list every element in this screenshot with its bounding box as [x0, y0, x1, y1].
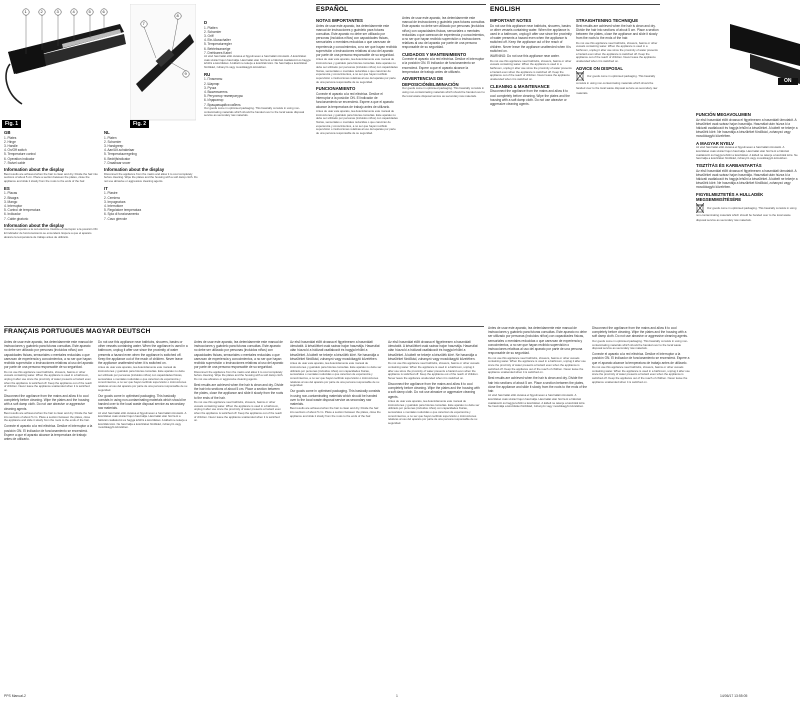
list-item: 2. Scharnier: [104, 139, 122, 144]
gb-parts-list: [4, 136, 100, 165]
de2-text-4: Do not use this appliance near bathtubs, showers, basins or other vessels containing water. When the appliance is used in a bathroom, unplug it after use since the proximity of water presents a hazard even when the appliance is switched off. Keep the appliance out of the reach of children. Never leave the appliance unattended when it is switched on.: [592, 364, 690, 384]
list-item: 4. Ein-/Ausschalter: [204, 38, 231, 43]
funcionamiento-text-2: Antes de usar este aparato, lea detenidamente este manual de instrucciones y guárdelo para futuras consultas. Este aparato no debe ser utilizado por personas (incluidos niños) con capacidades físicas, sensoriales o mentales reducidas o que carezcan de experiencia y conocimientos, a no ser que hayan recibido supervisión o instrucciones relativas al uso del aparato por parte de una persona responsable de su seguridad.: [316, 108, 398, 136]
espanol-col2-text: Antes de usar este aparato, lea detenidamente este manual de instrucciones y guárdelo para futuras consultas. Este aparato no debe ser utilizado por personas (incluidos niños) con capacidades físicas, sensoriales o mentales reducidas o que carezcan de experiencia y conocimientos, a no ser que hayan recibido supervisión o instrucciones relativas al uso del aparato por parte de una persona responsable de su seguridad.: [402, 16, 486, 50]
list-item: 3. Impugnatura: [104, 199, 126, 204]
tisztitas-title: TISZTÍTÁS ÉS KARBANTARTÁS: [696, 163, 762, 169]
funcionamiento-text: Conecte el aparato a la red eléctrica. Deslice el interruptor a la posición ON. El indicador de funcionamiento se encenderá. Espere a que el aparato alcance la temperatura de trabajo antes de utilizarlo.: [316, 91, 394, 109]
fr2-text-2: Antes de usar este aparato, lea detenidamente este manual de instrucciones y guárdelo para futuras consultas. Este aparato no debe ser utilizado por personas (incluidos niños) con capacidades físicas, sensoriales o mentales reducidas o que carezcan de experiencia y conocimientos, a no ser que hayan recibido supervisión o instrucciones relativas al uso del aparato por parte de una persona responsable de su seguridad.: [98, 365, 188, 392]
info-display-text-2: Conecte el aparato a la red eléctrica. Deslice el interruptor a la posición ON. El indicador de funcionamiento se encenderá. Espere a que el aparato alcance la temperatura de trabajo antes de utilizarlo.: [4, 227, 99, 239]
display-illustration: [130, 4, 196, 126]
callout-9: 9: [184, 70, 187, 76]
info-display-title-2: Information about the display: [4, 222, 65, 228]
list-item: 1. Platten: [204, 25, 218, 30]
fr-text-2: Do not use this appliance near bathtubs, showers, basins or other vessels containing water. When the appliance is used in a bathroom, unplug it after use since the proximity of water presents a hazard even when the appliance is switched off. Keep the appliance out of the reach of children. Never leave the appliance unattended when it is switched on.: [4, 369, 93, 393]
francais-column-2: [98, 340, 188, 690]
hu-text-2: Do not use this appliance near bathtubs, showers, basins or other vessels containing water. When the appliance is used in a bathroom, unplug it after use since the proximity of water presents a hazard even when the appliance is switched off. Keep the appliance out of the reach of children. Never leave the appliance unattended when it is switched on.: [388, 361, 480, 381]
pt2-text-3: Our goods come in optimised packaging. This basically consists in using non-contaminating materials which should be handed over to the local waste disposal service as secondary raw materials.: [290, 389, 381, 406]
ru-parts-list: [204, 77, 312, 106]
fr-text-5: Conecte el aparato a la red eléctrica. Deslice el interruptor a la posición ON. El indicador de funcionamiento se encenderá. Espere a que el aparato alcance la temperatura de trabajo antes de utilizarlo.: [4, 424, 93, 441]
footer-left: PPS Manual-2: [4, 694, 26, 698]
espanol-title: ESPAÑOL: [316, 6, 349, 13]
list-item: 4. Выключатель: [204, 90, 228, 95]
pt2-text-1: Az első használat előtt olvassa el figyelmesen a használati útmutatót. A készüléket csak száraz hajon használja. Használat után húzza ki a hálózati csatlakozót és hagyja lehűlni a készüléket. A kábelt ne tekerje a készülék köré. Ne használja a készüléket fürdőkád, zuhanyzó vagy mosdókagyló közelében.: [290, 340, 380, 361]
info-display-text: Best results are achieved when the hair is clean and dry. Divide the hair into sections of about 5 cm. Place a section between the plates, close the appliance and slide it slowly from the roots to the ends of the hair.: [4, 171, 98, 184]
list-item: 7. Draaibaar snoer: [104, 160, 131, 165]
disposal-block: [576, 71, 660, 95]
list-item: 6. Spia di funzionamento: [104, 212, 140, 217]
it-parts-list: [104, 191, 200, 220]
de-text-4: Az első használat előtt olvassa el figyelmesen a használati útmutatót. A készüléket csak száraz hajon használja. Használat után húzza ki a hálózati csatlakozót és hagyja lehűlni a készüléket. A kábelt ne tekerje a készülék köré. Ne használja a készüléket fürdőkád, zuhanyzó vagy mosdókagyló közelében.: [488, 393, 586, 409]
espanol-column-1: [316, 16, 398, 316]
portugues-column-2: [290, 340, 382, 690]
pt-text-4: Do not use this appliance near bathtubs, showers, basins or other vessels containing water. When the appliance is used in a bathroom, unplug it after use since the proximity of water presents a hazard even when the appliance is switched off. Keep the appliance out of the reach of children. Never leave the appliance unattended when it is switched on.: [194, 399, 283, 423]
de2-text-3: Conecte el aparato a la red eléctrica. Deslice el interruptor a la posición ON. El indicador de funcionamiento se encenderá. Espere a que el aparato alcance la temperatura de trabajo antes de utilizarlo.: [592, 352, 690, 365]
figure-on-switch: [730, 4, 800, 104]
list-item: 6. Индикатор: [204, 98, 224, 103]
english-header-rule: [490, 4, 660, 5]
figure-2-label: Fig. 2: [130, 120, 149, 128]
bottom-section-rule: [4, 326, 484, 327]
pt2-text-4: Best results are achieved when the hair is clean and dry. Divide the hair into sections of about 5 cm. Place a section between the plates, close the appliance and slide it slowly from the roots to the ends of the hair.: [290, 406, 381, 418]
figure-2: [130, 4, 196, 126]
list-item: 3. Ручка: [204, 85, 217, 90]
list-item: 2. Cerniera: [104, 195, 120, 200]
callout-3: 3: [56, 8, 59, 14]
figure-1-label: Fig. 1: [2, 120, 21, 128]
portugues-column-1: [194, 340, 284, 690]
list-item: 6. Betriebsanzeige: [204, 46, 231, 51]
hu-r-text-2: Az első használat előtt olvassa el figyelmesen a használati útmutatót. A készüléket csak száraz hajon használja. Használat után húzza ki a hálózati csatlakozót és hagyja lehűlni a készüléket. A kábelt ne tekerje a készülék köré. Ne használja a készüléket fürdőkád, zuhanyzó vagy mosdókagyló közelében.: [696, 168, 798, 190]
list-item: 6. Operation indicator: [4, 156, 35, 161]
english-column-1: [490, 16, 572, 316]
list-item: 4. On/Off switch: [4, 148, 27, 153]
ru-title: RU: [204, 71, 211, 77]
de2-text-1: Disconnect the appliance from the mains and allow it to cool completely before cleaning. Wipe the plates and the housing with a soft damp cloth. Do not use abrasive or aggressive cleaning agents.: [592, 326, 688, 339]
list-item: 1. Placas: [4, 191, 18, 196]
list-item: 5. Control de temperatura: [4, 208, 41, 213]
d-title: D: [204, 20, 208, 25]
list-item: 5. Регулятор температуры: [204, 94, 243, 99]
pt-text-3: Best results are achieved when the hair is clean and dry. Divide the hair into sections of about 5 cm. Place a section between the plates, close the appliance and slide it slowly from the roots to the ends of the hair.: [194, 382, 284, 400]
callout-1: 1: [24, 8, 27, 14]
list-item: 3. Handgreep: [104, 144, 124, 148]
list-item: 3. Griff: [204, 34, 214, 38]
list-item: 4. Interruptor: [4, 203, 23, 208]
de2-text-2: Our goods come in optimised packaging. This basically consists in using non-contaminating materials which should be handed over to the local waste disposal service as secondary raw materials.: [592, 338, 688, 351]
list-item: 5. Temperaturregler: [204, 42, 232, 47]
fr-text-3: Disconnect the appliance from the mains and allow it to cool completely before cleaning. Wipe the plates and the housing with a soft damp cloth. Do not use abrasive or aggressive cleaning agents.: [4, 394, 90, 411]
callout-8: 8: [176, 12, 179, 18]
de-text-1: Antes de usar este aparato, lea detenidamente este manual de instrucciones y guárdelo para futuras consultas. Este aparato no debe ser utilizado por personas (incluidos niños) con capacidades físicas, sensoriales o mentales reducidas o que carezcan de experiencia y conocimientos, a no ser que hayan recibido supervisión o instrucciones relativas al uso del aparato por parte de una persona responsable de su seguridad.: [488, 326, 587, 356]
important-text-2: Do not use this appliance near bathtubs, showers, basins or other vessels containing water. When the appliance is used in a bathroom, unplug it after use since the proximity of water presents a hazard even when the appliance is switched off. Keep the appliance out of the reach of children. Never leave the appliance unattended when it is switched on.: [490, 58, 572, 82]
list-item: 2. Bisagra: [4, 195, 19, 200]
advertencias-title: ADVERTENCIAS DE DEPOSICIÓN/ELIMINACIÓN: [402, 76, 459, 87]
disposal-text: Our goods come in optimised packaging. This basically consists in using non-contaminating materials which should be handed over to the local waste disposal service as secondary raw materials.: [576, 74, 658, 95]
francais-column-1: [4, 340, 94, 690]
info-display-title: Information about the display: [4, 167, 65, 173]
list-item: 2. Hinge: [4, 139, 16, 144]
important-text: Do not use this appliance near bathtubs, showers, basins or other vessels containing water. When the appliance is used in a bathroom, unplug it after use since the proximity of water presents a hazard even when the appliance is switched off. Keep the appliance out of the reach of children. Never leave the appliance unattended when it is switched on.: [490, 23, 572, 53]
list-item: 5. Regolatore temperatura: [104, 208, 142, 213]
english-title: ENGLISH: [490, 6, 521, 13]
important-title: IMPORTANT NOTES: [490, 18, 532, 23]
figure-1: [2, 4, 130, 126]
nl-title: NL: [104, 130, 110, 135]
ru-info-text: Our goods come in optimised packaging. This basically consists in using non-contaminating materials which should be handed over to the local waste disposal service as secondary raw materials.: [204, 105, 305, 118]
list-item: 1. Platen: [104, 135, 117, 140]
list-item: 2. Scharnier: [204, 29, 222, 34]
list-item: 5. Temperature control: [4, 152, 36, 157]
es-title: ES: [4, 185, 10, 191]
info-display-text-3: Disconnect the appliance from the mains and allow it to cool completely before cleaning. Wipe the plates and the housing with a soft damp cloth. Do not use abrasive or aggressive cleaning agents.: [104, 171, 198, 184]
list-item: 7. Swivel cable: [4, 160, 26, 165]
pt-text-2: Disconnect the appliance from the mains and allow it to cool completely before cleaning. Wipe the plates and the housing with a soft damp cloth. Do not use abrasive or aggressive cleaning agents.: [194, 369, 284, 382]
mv-text: Az első használat előtt olvassa el figyelmesen a használati útmutatót. A készüléket csak száraz hajon használja. Használat után húzza ki a hálózati csatlakozót és hagyja lehűlni a készüléket. A kábelt ne tekerje a készülék köré. Ne használja a készüléket fürdőkád, zuhanyzó vagy mosdókagyló közelében.: [696, 117, 798, 139]
fr-text-1: Antes de usar este aparato, lea detenidamente este manual de instrucciones y guárdelo para futuras consultas. Este aparato no debe ser utilizado por personas (incluidos niños) con capacidades físicas, sensoriales o mentales reducidas o que carezcan de experiencia y conocimientos, a no ser que hayan recibido supervisión o instrucciones relativas al uso del aparato por parte de una persona responsable de su seguridad.: [4, 340, 94, 370]
it-title: IT: [104, 185, 108, 191]
notas-title: NOTAS IMPORTANTES: [316, 18, 363, 23]
list-item: 7. Cavo girevole: [104, 216, 128, 221]
footer-page-number: 1: [396, 694, 398, 698]
straightener-closeup: [730, 4, 800, 104]
list-item: 1. Plates: [4, 135, 17, 140]
callout-2: 2: [40, 8, 43, 14]
fr2-text-1: Do not use this appliance near bathtubs, showers, basins or other vessels containing water. When the appliance is used in a bathroom, unplug it after use since the proximity of water presents a hazard even when the appliance is switched off. Keep the appliance out of the reach of children. Never leave the appliance unattended when it is switched on.: [98, 340, 188, 366]
list-item: 5. Temperatuurregeling: [104, 152, 137, 157]
cuidados-title: CUIDADOS Y MANTENIMIENTO: [402, 51, 467, 57]
magyar-column-right: [696, 110, 798, 686]
english-column-2: [576, 16, 660, 316]
disposal-title: ADVICE ON DISPOSAL: [576, 65, 624, 71]
list-item: 4. Aan/Uit-schakelaar: [104, 148, 135, 153]
magyar-column-1: [388, 340, 480, 690]
hu-disposal-block: [696, 203, 798, 222]
parts-list-column-c: [204, 18, 312, 323]
es-parts-list: [4, 191, 100, 220]
list-item: 1. Piastre: [104, 191, 118, 196]
gb-title: GB: [4, 130, 11, 135]
cleaning-text: Disconnect the appliance from the mains and allow it to cool completely before cleaning. Wipe the plates and the housing with a soft damp cloth. Do not use abrasive or aggressive cleaning agents.: [490, 89, 570, 107]
de-text-2: Do not use this appliance near bathtubs, showers, basins or other vessels containing water. When the appliance is used in a bathroom, unplug it after use since the proximity of water presents a hazard even when the appliance is switched off. Keep the appliance out of the reach of children. Never leave the appliance unattended when it is switched on.: [488, 355, 586, 375]
hu-text-1: Az első használat előtt olvassa el figyelmesen a használati útmutatót. A készüléket csak száraz hajon használja. Használat után húzza ki a hálózati csatlakozót és hagyja lehűlni a készüléket. A kábelt ne tekerje a készülék köré. Ne használja a készüléket fürdőkád, zuhanyzó vagy mosdókagyló közelében.: [388, 340, 478, 361]
list-item: 7. Cable giratorio: [4, 216, 29, 221]
warning-text: WARNING: Do not use this appliance near water.: [490, 54, 560, 59]
list-item: 2. Шарнир: [204, 81, 220, 86]
callout-5: 5: [88, 8, 91, 14]
parts-list-column-b: [104, 128, 200, 323]
list-item: 3. Mango: [4, 199, 18, 204]
list-item: 3. Handle: [4, 144, 18, 148]
nl-parts-list: [104, 136, 200, 165]
info-display-title-3: Information about the display: [104, 167, 165, 173]
list-item: 6. Bedrijfsindicator: [104, 156, 131, 161]
list-item: 4. Interruttore: [104, 203, 124, 208]
callout-6: 6: [102, 8, 105, 14]
cleaning-title: CLEANING & MAINTENANCE: [490, 83, 550, 89]
list-item: 7. Вращающийся кабель: [204, 102, 241, 107]
deutsch-column-2: [592, 326, 692, 686]
cuidados-text: Conecte el aparato a la red eléctrica. Deslice el interruptor a la posición ON. El indicador de funcionamiento se encenderá. Espere a que el aparato alcance la temperatura de trabajo antes de utilizarlo.: [402, 57, 485, 74]
pt-text-1: Antes de usar este aparato, lea detenidamente este manual de instrucciones y guárdelo para futuras consultas. Este aparato no debe ser utilizado por personas (incluidos niños) con capacidades físicas, sensoriales o mentales reducidas o que carezcan de experiencia y conocimientos, a no ser que hayan recibido supervisión o instrucciones relativas al uso del aparato por parte de una persona responsable de su seguridad.: [194, 340, 284, 370]
recycle-bin-icon: [576, 71, 584, 81]
fr2-text-4: Az első használat előtt olvassa el figyelmesen a használati útmutatót. A készüléket csak száraz hajon használja. Használat után húzza ki a hálózati csatlakozót és hagyja lehűlni a készüléket. A kábelt ne tekerje a készülék köré. Ne használja a készüléket fürdőkád, zuhanyzó vagy mosdókagyló közelében.: [98, 410, 188, 430]
espanol-header-rule: [316, 4, 486, 5]
de-text-3: Best results are achieved when the hair is clean and dry. Divide the hair into sections of about 5 cm. Place a section between the plates, close the appliance and slide it slowly from the roots to the ends of the hair.: [488, 376, 588, 393]
callout-4: 4: [72, 8, 75, 14]
hu-r-text-1: Az első használat előtt olvassa el figyelmesen a használati útmutatót. A készüléket csak száraz hajon használja. Használat után húzza ki a hálózati csatlakozót és hagyja lehűlni a készüléket. A kábelt ne tekerje a készülék köré. Ne használja a készüléket fürdőkád, zuhanyzó vagy mosdókagyló közelében.: [696, 145, 798, 161]
espanol-column-2: [402, 16, 486, 316]
hulladek-title: FIGYELMEZTETÉS A HULLADÉK MEGSEMMISÍTÉSÉRE: [696, 191, 764, 203]
recycle-bin-icon: [696, 203, 704, 213]
hu-text-4: Antes de usar este aparato, lea detenidamente este manual de instrucciones y guárdelo para futuras consultas. Este aparato no debe ser utilizado por personas (incluidos niños) con capacidades físicas, sensoriales o mentales reducidas o que carezcan de experiencia y conocimientos, a no ser que hayan recibido supervisión o instrucciones relativas al uso del aparato por parte de una persona responsable de su seguridad.: [388, 398, 480, 426]
notas-text: Antes de usar este aparato, lea detenidamente este manual de instrucciones y guárdelo para futuras consultas. Este aparato no debe ser utilizado por personas (incluidos niños) con capacidades físicas, sensoriales o mentales reducidas o que carezcan de experiencia y conocimientos, a no ser que hayan recibido supervisión o instrucciones relativas al uso del aparato por parte de una persona responsable de su seguridad.: [316, 23, 398, 58]
footer-date: 14/06/17 13:55:05: [720, 694, 748, 698]
hu-disposal-text: Our goods come in optimised packaging. This basically consists in using non-contaminating materials which should be handed over to the local waste disposal service as secondary raw materials.: [696, 205, 797, 222]
d-info-text: Az első használat előtt olvassa el figyelmesen a használati útmutatót. A készüléket csak száraz hajon használja. Használat után húzza ki a hálózati csatlakozót és hagyja lehűlni a készüléket. A kábelt ne tekerje a készülék köré. Ne használja a készüléket fürdőkád, zuhanyzó vagy mosdókagyló közelében.: [204, 54, 311, 70]
callout-7: 7: [142, 20, 145, 26]
straightening-title: STRAIGHTENING TECHNIQUE: [576, 18, 639, 23]
funcionamiento-title: FUNCIONAMIENTO: [316, 86, 356, 92]
megavolumen-title: FUNCIÓN MEGAVOLUMEN: [696, 112, 751, 117]
list-item: 6. Indicador: [4, 212, 21, 217]
parts-list-column-a: [4, 128, 100, 323]
list-item: 1. Пластины: [204, 77, 223, 82]
fr-text-4: Best results are achieved when the hair is clean and dry. Divide the hair into sections of about 5 cm. Place a section between the plates, close the appliance and slide it slowly from the roots to the ends of the hair.: [4, 411, 93, 423]
magyar-title: A MAGYAR NYELV: [696, 140, 735, 146]
on-label: ON: [784, 78, 792, 84]
fr2-text-3: Our goods come in optimised packaging. This basically consists in using non-contaminating materials which should be handed over to the local waste disposal service as secondary raw materials.: [98, 393, 187, 411]
hu-text-3: Disconnect the appliance from the mains and allow it to cool completely before cleaning. Wipe the plates and the housing with a soft damp cloth. Do not use abrasive or aggressive cleaning agents.: [388, 381, 480, 399]
pt2-text-2: Antes de usar este aparato, lea detenidamente este manual de instrucciones y guárdelo para futuras consultas. Este aparato no debe ser utilizado por personas (incluidos niños) con capacidades físicas, sensoriales o mentales reducidas o que carezcan de experiencia y conocimientos, a no ser que hayan recibido supervisión o instrucciones relativas al uso del aparato por parte de una persona responsable de su seguridad.: [290, 361, 382, 388]
list-item: 7. Drehbares Kabel: [204, 50, 232, 55]
d-parts-list: [204, 26, 312, 55]
straightener-illustration: [2, 4, 130, 126]
straightening-text-2: Do not use this appliance near bathtubs, showers, basins or other vessels containing water. When the appliance is used in a bathroom, unplug it after use since the proximity of water presents a hazard even when the appliance is switched off. Keep the appliance out of the reach of children. Never leave the appliance unattended when it is switched on.: [576, 40, 658, 64]
bottom-langs-title: FRANÇAIS PORTUGUES MAGYAR DEUTSCH: [4, 328, 151, 335]
deutsch-column-1: [488, 326, 588, 686]
straightening-text: Best results are achieved when the hair is clean and dry. Divide the hair into sections of about 5 cm. Place a section between the plates, close the appliance and slide it slowly from the roots to the ends of the hair.: [576, 23, 659, 41]
notas-text-2: Antes de usar este aparato, lea detenidamente este manual de instrucciones y guárdelo para futuras consultas. Este aparato no debe ser utilizado por personas (incluidos niños) con capacidades físicas, sensoriales o mentales reducidas o que carezcan de experiencia y conocimientos, a no ser que hayan recibido supervisión o instrucciones relativas al uso del aparato por parte de una persona responsable de su seguridad.: [316, 57, 398, 84]
advertencias-text: Our goods come in optimised packaging. This basically consists in using non-contaminating materials which should be handed over to the local waste disposal service as secondary raw materials.: [402, 86, 485, 98]
